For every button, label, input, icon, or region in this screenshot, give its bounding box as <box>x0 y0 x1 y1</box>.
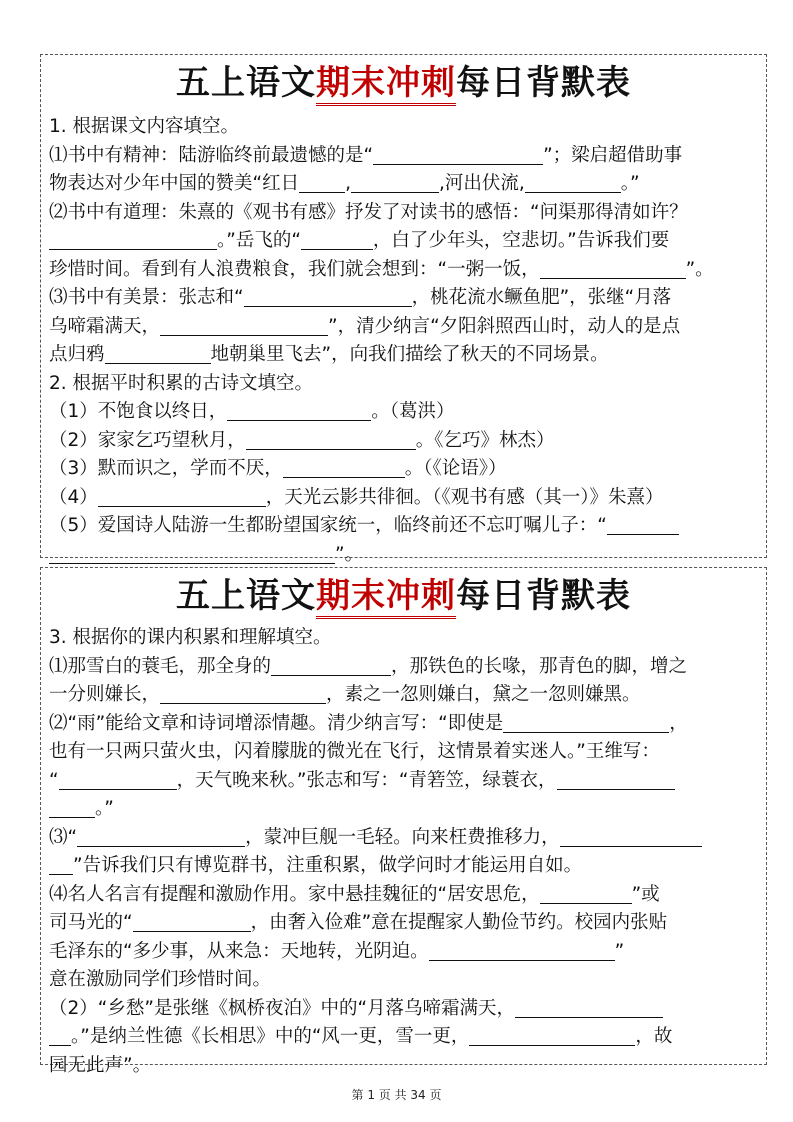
answer-blank[interactable] <box>540 258 686 279</box>
answer-blank[interactable] <box>160 315 328 336</box>
text-line: 。”岳飞的“ ，白了少年头，空悲切。”告诉我们要 <box>49 227 760 256</box>
section-title <box>41 576 766 616</box>
text-line: 毛泽东的“多少事，从来急：天地转，光阴迫。 ” <box>49 940 625 962</box>
answer-blank[interactable] <box>77 826 245 847</box>
answer-blank[interactable] <box>271 655 391 676</box>
title-prefix: 五上语文 <box>176 576 316 616</box>
answer-blank[interactable] <box>560 826 702 847</box>
title-highlight: 期末冲刺 <box>316 576 456 619</box>
text-line: ⑶“ ，蒙冲巨舰一毛轻。向来枉费推移力， <box>49 824 760 853</box>
worksheet-section-1 <box>40 54 767 565</box>
answer-blank[interactable] <box>49 229 217 250</box>
answer-blank[interactable] <box>49 854 73 875</box>
answer-blank[interactable] <box>105 343 211 364</box>
question-heading: 1. 根据课文内容填空。 <box>49 116 240 137</box>
text-line: （2）“乡愁”是张继《枫桥夜泊》中的“月落乌啼霜满天， <box>49 995 760 1024</box>
text-line: 珍惜时间。看到有人浪费粮食，我们就会想到：“一粥一饭， ”。 <box>49 258 714 280</box>
text-line: ⑴书中有精神：陆游临终前最遗憾的是“ ”；梁启超借助事 <box>49 144 683 166</box>
text-line: （5）爱国诗人陆游一生都盼望国家统一，临终前还不忘叮嘱儿子：“ <box>49 512 760 541</box>
text-line: （3）默而识之，学而不厌， 。（《论语》） <box>49 458 507 479</box>
answer-blank[interactable] <box>351 172 439 193</box>
answer-blank[interactable] <box>515 997 663 1018</box>
text-line: （2）家家乞巧望秋月， 。《乞巧》林杰） <box>49 429 555 451</box>
question-heading: 3. 根据你的课内积累和理解填空。 <box>49 627 332 648</box>
text-line: ”。 <box>49 541 760 570</box>
section-content <box>49 624 760 1080</box>
title-highlight: 期末冲刺 <box>316 63 456 106</box>
answer-blank[interactable] <box>469 1025 635 1046</box>
text-line: 物表达对少年中国的赞美“红日 , ,河出伏流, 。” <box>49 173 640 194</box>
answer-blank[interactable] <box>244 286 412 307</box>
text-line: ”告诉我们只有博览群书，注重积累，做学问时才能运用自如。 <box>49 852 760 881</box>
answer-blank[interactable] <box>540 883 632 904</box>
text-line: ⑴那雪白的蓑毛，那全身的 ，那铁色的长喙，那青色的脚，增之 <box>49 655 688 677</box>
answer-blank[interactable] <box>301 229 373 250</box>
answer-blank[interactable] <box>98 486 266 507</box>
text-line: 一分则嫌长， ，素之一忽则嫌白，黛之一忽则嫌黑。 <box>49 684 641 705</box>
answer-blank[interactable] <box>525 172 621 193</box>
answer-blank[interactable] <box>227 400 371 421</box>
answer-blank[interactable] <box>503 712 669 733</box>
title-prefix: 五上语文 <box>176 63 316 103</box>
text-line: 司马光的“ ，由奢入俭难”意在提醒家人勤俭节约。校园内张贴 <box>49 912 668 933</box>
text-line: 。” <box>49 795 760 824</box>
answer-blank[interactable] <box>429 940 615 961</box>
text-line: （4） ，天光云影共徘徊。（《观书有感（其一）》朱熹） <box>49 486 664 508</box>
text-line: “ ，天气晚来秋。”张志和写：“青箬笠，绿蓑衣， <box>49 767 760 796</box>
answer-blank[interactable] <box>607 514 679 535</box>
section-content <box>49 113 760 569</box>
answer-blank[interactable] <box>49 797 95 818</box>
text-line: 意在激励同学们珍惜时间。 <box>49 969 272 990</box>
answer-blank[interactable] <box>49 1025 71 1046</box>
answer-blank[interactable] <box>133 911 251 932</box>
answer-blank[interactable] <box>299 172 345 193</box>
answer-blank[interactable] <box>246 429 416 450</box>
answer-blank[interactable] <box>160 683 326 704</box>
title-suffix: 每日背默表 <box>456 576 631 616</box>
text-line: （1）不饱食以终日， 。（葛洪） <box>49 401 455 422</box>
answer-blank[interactable] <box>373 144 543 165</box>
question-heading: 2. 根据平时积累的古诗文填空。 <box>49 372 314 394</box>
answer-blank[interactable] <box>59 769 177 790</box>
text-line: 。”是纳兰性德《长相思》中的“风一更，雪一更， ，故 <box>49 1023 760 1052</box>
answer-blank[interactable] <box>49 543 335 564</box>
text-line: ⑷名人名言有提醒和激励作用。家中悬挂魏征的“居安思危， ”或 <box>49 883 660 905</box>
title-suffix: 每日背默表 <box>456 63 631 103</box>
text-line: ⑶书中有美景：张志和“ ，桃花流水鳜鱼肥”，张继“月落 <box>49 287 672 308</box>
text-line: ⑵书中有道理：朱熹的《观书有感》抒发了对读书的感悟：“问渠那得清如许？ <box>49 201 688 223</box>
text-line: 乌啼霜满天， ”，清少纳言“夕阳斜照西山时，动人的是点 <box>49 315 681 337</box>
text-line: 点归鸦 地朝巢里飞去”，向我们描绘了秋天的不同场景。 <box>49 344 609 365</box>
answer-blank[interactable] <box>283 457 405 478</box>
worksheet-section-2 <box>40 567 767 1076</box>
text-line: 也有一只两只萤火虫，闪着朦胧的微光在飞行，这情景着实迷人。”王维写： <box>49 741 660 762</box>
text-line: ⑵“雨”能给文章和诗词增添情趣。清少纳言写：“即使是 ， <box>49 712 688 734</box>
page-number: 第 1 页 共 34 页 <box>351 1088 442 1102</box>
text-line: 园无此声”。 <box>49 1054 152 1076</box>
section-title <box>41 63 766 103</box>
answer-blank[interactable] <box>557 769 675 790</box>
